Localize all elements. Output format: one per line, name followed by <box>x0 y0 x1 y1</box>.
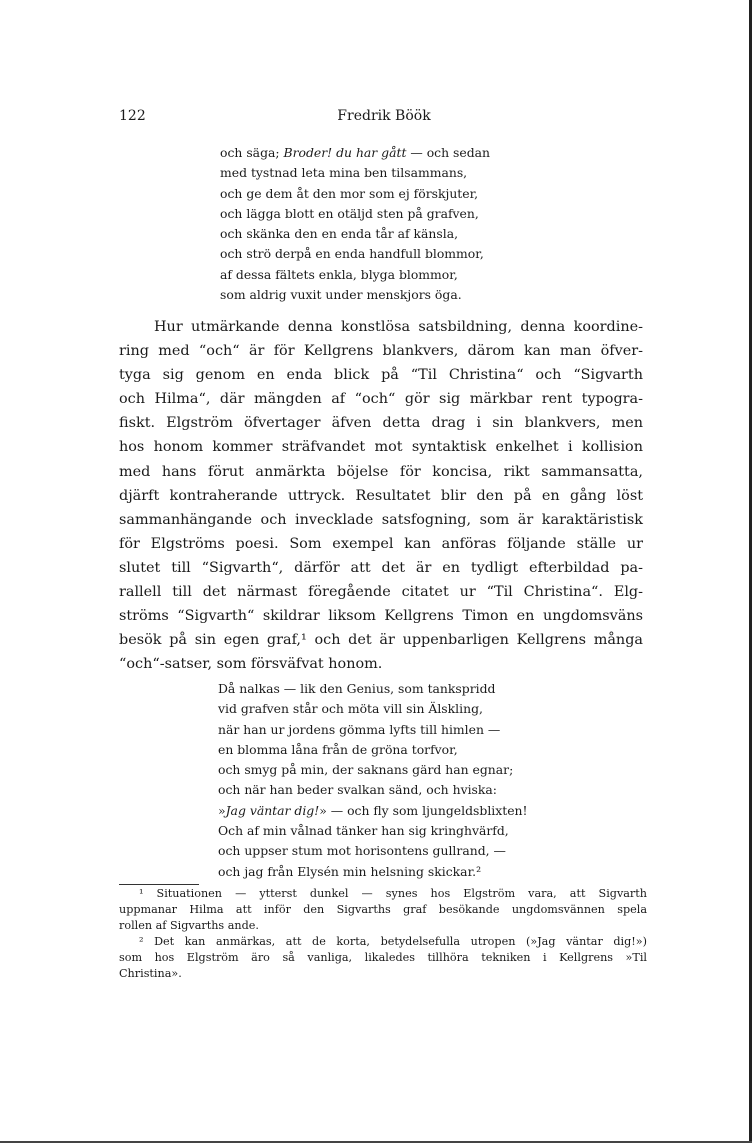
verse-line: vid grafven står och möta vill sin Älskling, <box>218 701 483 717</box>
verse-line: och lägga blott en otäljd sten på grafven, <box>220 205 479 221</box>
running-head: Fredrik Böök <box>337 108 431 124</box>
footnote-2 <box>119 934 647 982</box>
verse-line: som aldrig vuxit under menskjors öga. <box>220 287 462 303</box>
footnote-line: ¹ Situationen — ytterst dunkel — synes hos Elgström vara, att Sigvarth <box>139 887 647 900</box>
verse-line: när han ur jordens gömma lyfts till himlen — <box>218 721 501 737</box>
prose-line: och Hilma“, där mängden af “och“ gör sig märkbar rent typogra- <box>119 391 643 408</box>
footnote-line: som hos Elgström äro så vanliga, likaledes tillhöra tekniken i Kellgrens »Til <box>119 951 647 964</box>
footnotes <box>119 886 647 982</box>
footnote-line: rollen af Sigvarths ande. <box>119 919 259 932</box>
prose-line: rallell till det närmast föregående citatet ur “Til Christina“. Elg- <box>119 584 643 601</box>
verse-line: af dessa fältets enkla, blyga blommor, <box>220 266 458 282</box>
prose-line: Hur utmärkande denna konstlösa satsbildning, denna koordine- <box>154 319 643 335</box>
prose-line: fiskt. Elgström öfvertager äfven detta drag i sin blankvers, men <box>119 415 643 432</box>
verse-line: och smyg på min, der saknans gärd han egnar; <box>218 762 514 778</box>
verse-line: och strö derpå en enda handfull blommor, <box>220 246 484 262</box>
prose-line: med hans förut anmärkta böjelse för koncisa, rikt sammansatta, <box>119 463 643 480</box>
verse-line: Då nalkas — lik den Genius, som tankspridd <box>218 681 496 696</box>
footnote-1 <box>119 886 647 934</box>
footnote-line: Christina». <box>119 967 182 980</box>
verse-line: med tystnad leta mina ben tilsammans, <box>220 165 468 181</box>
prose-line: för Elgströms poesi. Som exempel kan anföras följande ställe ur <box>119 535 643 552</box>
verse-line: en blomma låna från de gröna torfvor, <box>218 741 458 757</box>
verse-quote-2 <box>218 679 528 882</box>
prose-line: slutet till “Sigvarth“, därför att det är en tydligt efterbildad pa- <box>119 559 643 576</box>
page-number: 122 <box>119 108 146 124</box>
verse-line: Och af min vålnad tänker han sig kringhvärfd, <box>218 823 509 839</box>
verse-line: och säga; Broder! du har gått — och sedan <box>220 145 491 160</box>
page-header <box>119 108 649 128</box>
verse-line: och uppser stum mot horisontens gullrand, — <box>218 843 506 859</box>
verse-line: »Jag väntar dig!» — och fly som ljungeldsblixten! <box>218 802 528 818</box>
prose-line: besök på sin egen graf,¹ och det är uppenbarligen Kellgrens många <box>119 632 643 649</box>
footnote-line: uppmanar Hilma att inför den Sigvarths graf besökande ungdomsvännen spela <box>119 903 647 916</box>
verse-line: och skänka den en enda tår af känsla, <box>220 226 459 242</box>
prose-line: hos honom kommer sträfvandet mot syntaktisk enkelhet i kollision <box>119 439 643 456</box>
prose-line: sammanhängande och invecklade satsfogning, som är karaktäristisk <box>119 511 643 528</box>
verse-line: och jag från Elysén min helsning skickar.² <box>218 863 482 879</box>
verse-line: och ge dem åt den mor som ej förskjuter, <box>220 185 479 201</box>
prose-line: ströms “Sigvarth“ skildrar liksom Kellgrens Timon en ungdomsväns <box>119 608 643 625</box>
verse-quote-1 <box>220 143 490 305</box>
footnote-line: ² Det kan anmärkas, att de korta, betydelsefulla utropen (»Jag väntar dig!») <box>139 935 647 948</box>
emphasis: Broder! du har gått <box>283 145 407 160</box>
body-paragraph <box>119 315 643 676</box>
prose-line: tyga sig genom en enda blick på “Til Christina“ och “Sigvarth <box>119 367 643 384</box>
prose-line: ring med “och“ är för Kellgrens blankvers, därom kan man öfver- <box>119 343 643 360</box>
emphasis: Jag väntar dig! <box>225 802 320 818</box>
verse-line: och när han beder svalkan sänd, och hviska: <box>218 782 497 798</box>
prose-line: “och“-satser, som försväfvat honom. <box>119 656 383 673</box>
prose-line: djärft kontraherande uttryck. Resultatet blir den på en gång löst <box>119 487 643 504</box>
footnote-rule <box>119 884 199 885</box>
